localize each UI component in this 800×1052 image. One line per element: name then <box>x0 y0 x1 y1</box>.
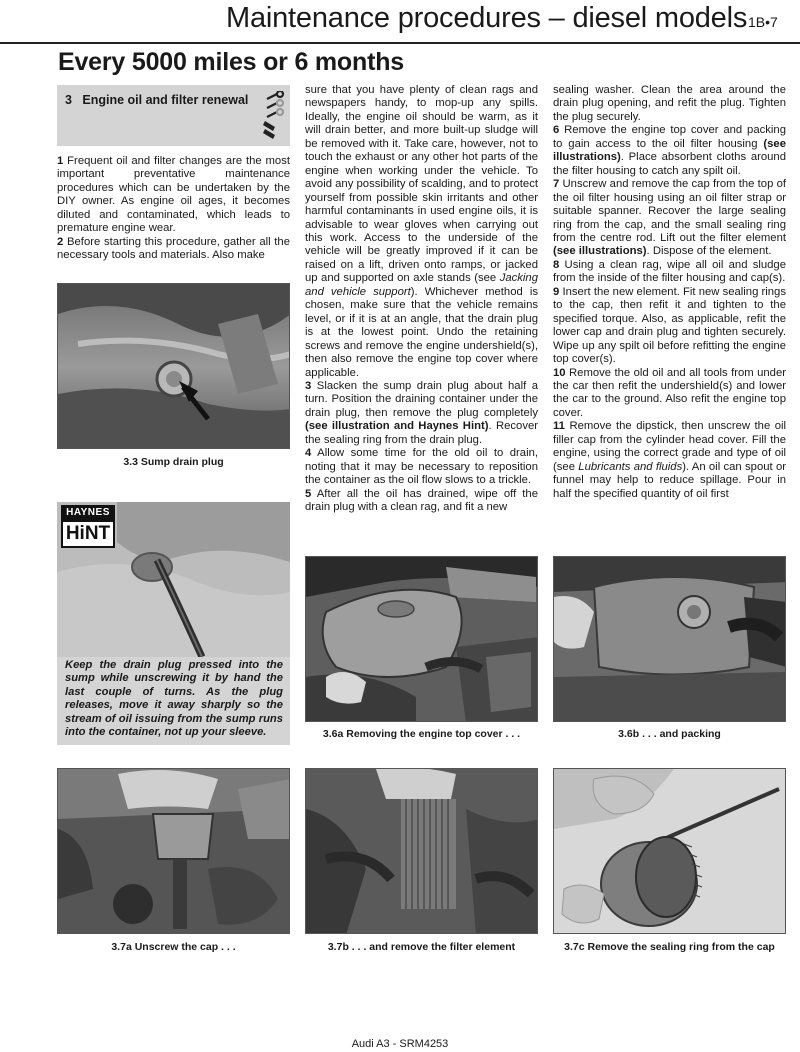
running-header-title: Maintenance procedures – diesel models <box>226 2 748 34</box>
paragraph-2: 2 Before starting this procedure, gather all the necessary tools and materials. Also make <box>57 235 290 262</box>
hint-text: Keep the drain plug pressed into the sump while unscrewing it by hand the last couple of turns. As the plug releases, move it away sharply so the stream of oil issuing from the sump runs into the container, not up your sleeve. <box>65 659 283 739</box>
page-title: Every 5000 miles or 6 months <box>58 48 404 76</box>
caption-3-6a: 3.6a Removing the engine top cover . . . <box>322 728 521 740</box>
page-number: 1B•7 <box>748 14 778 30</box>
caption-3-7a: 3.7a Unscrew the cap . . . <box>111 941 236 953</box>
text-column-3 <box>553 84 786 501</box>
paragraph-7: 7 Unscrew and remove the cap from the top of the oil filter housing using an oil filter strap or suitable spanner. Recover the large sealing ring from the cap, and the small sealing ring from the centre rod. Lift out the filter element (see illustrations). Dispose of the element. <box>553 178 786 258</box>
photo-sealing-ring <box>553 768 786 934</box>
text-column-1 <box>57 155 290 263</box>
caption-3-6b: 3.6b . . . and packing <box>618 728 721 740</box>
caption-3-3: 3.3 Sump drain plug <box>123 456 224 468</box>
paragraph-intro-2: sure that you have plenty of clean rags and newspapers handy, to mop-up any spills. Ideally, the engine oil should be warm, as it will drain better, and more built-up sludge will be removed with it. Take care, however, not to touch the exhaust or any other hot parts of the engine when working under the vehicle. To avoid any possibility of scalding, and to protect yourself from possible skin irritants and other harmful contaminants in used engine oils, it is advisable to wear gloves when carrying out this work. Access to the underside of the vehicle will be greatly improved if it can be raised on a lift, driven onto ramps, or jacked up and supported on axle stands (see Jacking and vehicle support). Whichever method is chosen, make sure that the vehicle remains level, or if it is at an angle, that the drain plug is at the lowest point. Undo the retaining screws and remove the engine undershield(s), then also remove the engine top cover where applicable. <box>305 84 538 379</box>
hint-brand: HAYNES <box>61 505 115 520</box>
header-rule <box>0 42 800 44</box>
photo-sump-drain-plug <box>57 283 290 449</box>
photo-filter-element <box>305 768 538 934</box>
haynes-hint-logo <box>61 505 115 549</box>
caption-3-7c: 3.7c Remove the sealing ring from the cap <box>564 941 775 953</box>
paragraph-intro-3: sealing washer. Clean the area around the drain plug opening, and refit the plug. Tighten the plug securely. <box>553 84 786 123</box>
paragraph-3: 3 Slacken the sump drain plug about half a turn. Position the draining container under the drain plug, then remove the plug completely (see illustration and Haynes Hint). Recover the sealing ring from the drain plug. <box>305 379 539 446</box>
text-column-2 <box>305 84 538 515</box>
paragraph-8: 8 Using a clean rag, wipe all oil and sludge from the inside of the filter housing and cap(s). <box>553 258 786 285</box>
paragraph-6: 6 Remove the engine top cover and packing to gain access to the oil filter housing (see illustrations). Place absorbent cloths around the filter housing to catch any spilt oil. <box>553 124 786 177</box>
haynes-hint-box <box>57 502 290 745</box>
spanner-rating-icon <box>263 91 287 139</box>
paragraph-9: 9 Insert the new element. Fit new sealing rings to the cap, then refit it and tighten to the specified torque. Also, as applicable, refit the lower cap and drain plug and tighten securely. Wipe up any spilt oil before refitting the engine top cover(s). <box>553 285 786 366</box>
paragraph-11: 11 Remove the dipstick, then unscrew the oil filler cap from the cylinder head cover. Fill the engine, using the correct grade and type of oil (see Lubricants and fluids). An oil can spout or funnel may help to reduce spillage. Pour in half the specified quantity of oil first <box>553 420 787 500</box>
caption-3-7b: 3.7b . . . and remove the filter element <box>327 941 516 953</box>
paragraph-5: 5 After all the oil has drained, wipe off the drain plug with a clean rag, and fit a new <box>305 487 538 514</box>
photo-unscrew-cap <box>57 768 290 934</box>
paragraph-1: 1 Frequent oil and filter changes are the most important preventative maintenance procedures which can be undertaken by the DIY owner. As engine oil ages, it becomes diluted and contaminated, which leads to premature engine wear. <box>57 155 291 235</box>
paragraph-10: 10 Remove the old oil and all tools from under the car then refit the undershield(s) and lower the car to the ground. Also refit the engine top cover. <box>553 366 786 419</box>
photo-engine-top-cover <box>305 556 538 722</box>
hint-word: HiNT <box>61 520 115 548</box>
photo-packing <box>553 556 786 722</box>
footer-manual-id: Audi A3 - SRM4253 <box>351 1038 449 1050</box>
section-title: 3 Engine oil and filter renewal <box>65 93 249 107</box>
paragraph-4: 4 Allow some time for the old oil to drain, noting that it may be necessary to reposition the container as the oil flow slows to a trickle. <box>305 447 538 487</box>
section-header-box <box>57 85 290 146</box>
